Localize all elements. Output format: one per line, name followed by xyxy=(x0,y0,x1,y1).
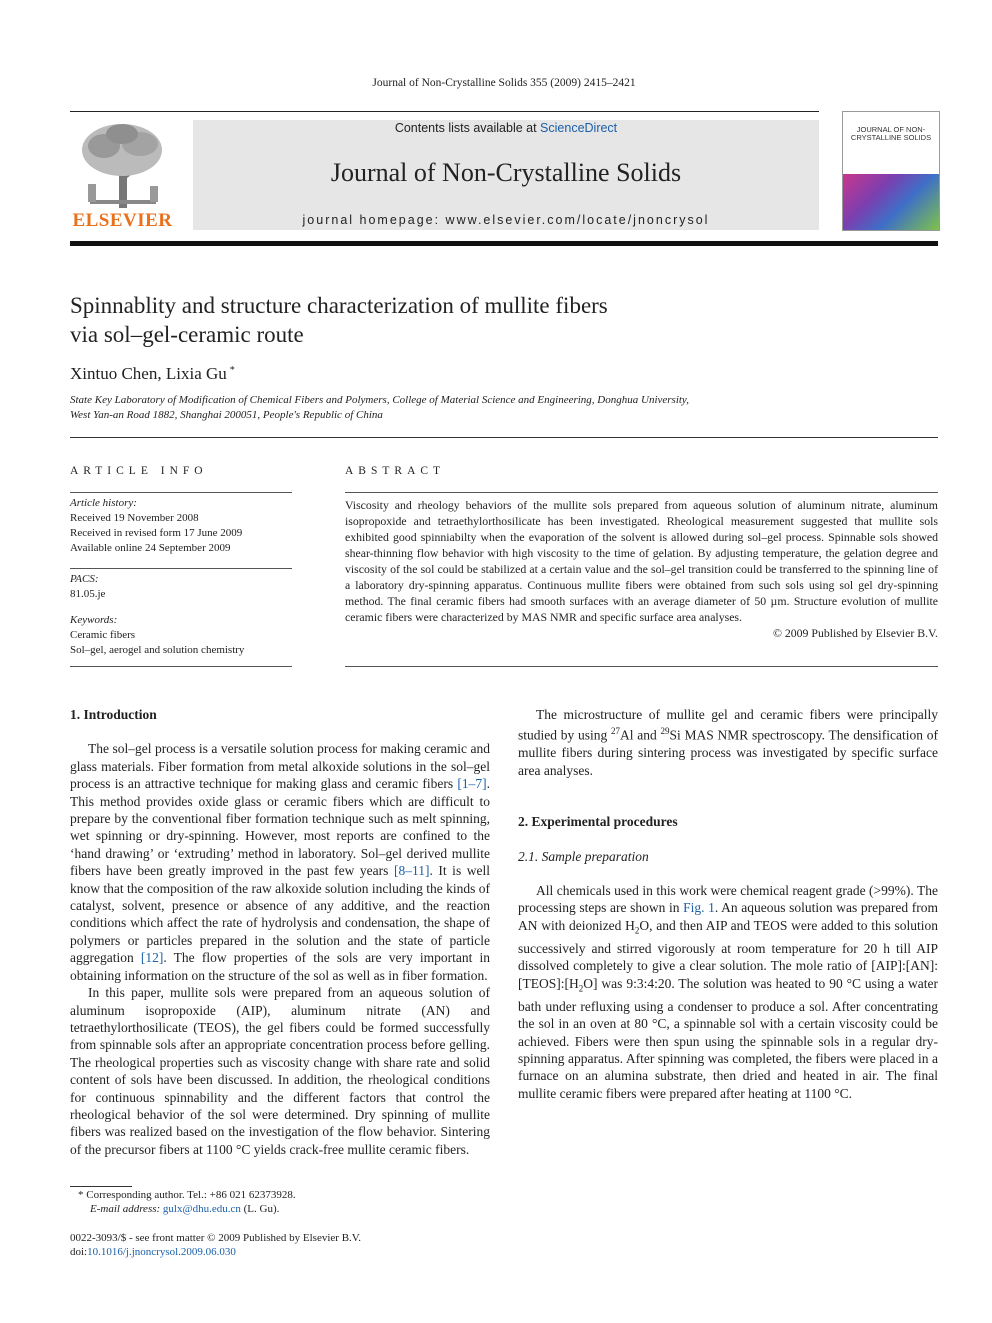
cover-title: JOURNAL OF NON-CRYSTALLINE SOLIDS xyxy=(850,125,932,142)
intro-paragraph-3: The microstructure of mullite gel and ceramic fibers were principally studied by using $^{27}$Al and $^{29}$Si MAS NMR spectroscopy. The densification of mullite fibers during sintering process was investigated by specific surface area analyses. xyxy=(518,707,938,778)
divider xyxy=(345,492,938,493)
header-thick-rule xyxy=(70,241,938,246)
sample-preparation-heading: 2.1. Sample preparation xyxy=(518,848,649,864)
divider xyxy=(345,666,938,667)
contents-line xyxy=(193,121,819,135)
journal-banner xyxy=(193,120,819,230)
doi-link[interactable]: 10.1016/j.jnoncrysol.2009.06.030 xyxy=(87,1246,236,1258)
journal-title: Journal of Non-Crystalline Solids xyxy=(330,158,682,187)
pacs-label: PACS: xyxy=(70,573,99,585)
affiliation-line-1: State Key Laboratory of Modification of Chemical Fibers and Polymers, College of Material Science and Engineering, Donghua University, xyxy=(70,394,689,406)
history-label: Article history: xyxy=(70,497,137,509)
introduction-heading: 1. Introduction xyxy=(70,707,157,722)
corresponding-author: Corresponding author. Tel.: +86 021 62373928. xyxy=(86,1189,296,1201)
authors xyxy=(70,364,235,384)
tree-icon xyxy=(70,120,175,212)
abstract-heading: ABSTRACT xyxy=(345,465,446,477)
divider xyxy=(70,437,938,438)
title-line-2: via sol–gel-ceramic route xyxy=(70,322,304,347)
keyword: Ceramic fibers xyxy=(70,629,136,641)
email-label: E-mail address: xyxy=(90,1203,161,1215)
journal-citation: Journal of Non-Crystalline Solids 355 (2009) 2415–2421 xyxy=(372,77,636,89)
affiliation xyxy=(70,393,830,423)
journal-cover xyxy=(842,111,940,231)
elsevier-wordmark: ELSEVIER xyxy=(72,210,173,231)
author-names: Xintuo Chen, Lixia Gu xyxy=(70,364,227,383)
contents-prefix: Contents lists available at xyxy=(394,121,541,135)
header-divider xyxy=(70,111,819,112)
experimental-paragraph-1: All chemicals used in this work were chemical reagent grade (>99%). The processing steps are shown in Fig. 1. An aqueous solution was prepared from AN with deionized $H_2O$, and then AIP and TEOS were added to this solution successively and stirred vigorously at room temperature for 20 h till AIP dissolved completely to give a clear solution. The mole ratio of $[AIP]:[AN]:[TEOS]:[H_2O]$ was 9:3:4:20. The solution was heated to 90 °C using a water bath under refluxing using a condenser to produce a sol. After concentrating the sol in an oven at 80 °C, a spinnable sol with a certain viscosity could be achieved. Fibers were then spun using the spinnable sols in a regular dry-spinning apparatus. After spinning was completed, the fibers were placed in a furnace on an alumina substrate, then dried and heated in air. The final mullite ceramic fibers were prepared after heating at 1100 °C. xyxy=(518,882,938,1101)
elsevier-logo xyxy=(70,120,175,232)
article-info-heading: ARTICLE INFO xyxy=(70,465,208,477)
right-column xyxy=(518,706,938,1102)
pacs xyxy=(70,572,292,602)
received-date: Received 19 November 2008 xyxy=(70,512,199,524)
experimental-heading: 2. Experimental procedures xyxy=(518,814,678,830)
affiliation-line-2: West Yan-an Road 1882, Shanghai 200051, People's Republic of China xyxy=(70,409,383,421)
reference-link[interactable]: [1–7] xyxy=(457,776,487,792)
keywords xyxy=(70,613,292,658)
pacs-value: 81.05.je xyxy=(70,588,106,600)
email-link[interactable]: gulx@dhu.edu.cn xyxy=(162,1203,241,1215)
article-history xyxy=(70,496,292,556)
divider xyxy=(70,568,292,569)
article-title xyxy=(70,291,830,349)
revised-date: Received in revised form 17 June 2009 xyxy=(70,527,243,539)
intro-paragraph-1: The sol–gel process is a versatile solution process for making ceramic and glass materials. Fiber formation from metal alkoxide solutions in the sol–gel process is an attractive technique for making glass and ceramic fibers [1–7]. This method provides oxide glass or ceramic fibers which are difficult to prepare by the conventional fiber formation technique such as melt spinning, wet spinning or dry-spinning. However, most reports are confined to the ‘hand drawing’ or ‘extruding’ method in laboratory. Sol–gel derived mullite fibers have been greatly improved in the past few years [8–11]. It is well know that the composition of the raw alkoxide solution including the kinds of catalyst, solvent, presence or absence of any additive, and the reaction conditions which affect the rate of hydrolysis and condensation, the shape of polymers or particles prepared in the solution and the state of particle aggregation [12]. The flow properties of the sols are very important in obtaining information on the structure of the sol as well as in fiber formation. xyxy=(70,741,490,983)
title-line-1: Spinnablity and structure characterization of mullite fibers xyxy=(70,293,608,318)
reference-link[interactable]: [8–11] xyxy=(393,863,430,879)
footnote-rule xyxy=(70,1186,132,1187)
abstract-body xyxy=(345,497,938,641)
footnote: * Corresponding author. Tel.: +86 021 62373928. E-mail address: gulx@dhu.edu.cn (L. Gu). xyxy=(78,1189,296,1215)
abstract-text: Viscosity and rheology behaviors of the mullite sols prepared from aqueous solution of aluminum nitrate, aluminum isopropoxide and tetraethylorthosilicate has been investigated. Rheological measurement suggested that mullite sols exhibited good spinniabilty when the evaporation of the solvent is allowed during sol–gel process. Spinnable sols showed shear-thinning flow behavior with high viscosity to the time of gelation. By adjusting temperature, the gelation degree and viscosity of the sol could be stabilized at a certain value and the sol–gel transition could be transferred to the spinning line of a laboratory dry-spinning apparatus. Continuous mullite fibers were obtained from such sols using sol gel dry-spinning method. The final ceramic fibers had smooth surfaces with an average diameter of 50 µm. Structure evolution of mullite ceramic fibers were characterized by MAS NMR and specific surface area analyses. xyxy=(345,498,938,624)
divider xyxy=(70,666,292,667)
corresponding-mark[interactable]: * xyxy=(229,365,235,376)
sciencedirect-link[interactable]: ScienceDirect xyxy=(540,121,618,135)
keyword: Sol–gel, aerogel and solution chemistry xyxy=(70,644,245,656)
left-column xyxy=(70,706,490,1158)
abstract-copyright: © 2009 Published by Elsevier B.V. xyxy=(772,626,938,640)
publication-info: 0022-3093/$ - see front matter © 2009 Published by Elsevier B.V. doi:10.1016/j.jnoncrysol.2009.06.030 xyxy=(70,1231,570,1259)
journal-homepage[interactable]: journal homepage: www.elsevier.com/locate/jnoncrysol xyxy=(302,213,710,227)
intro-paragraph-2: In this paper, mullite sols were prepared from an aqueous solution of aluminum isopropoxide (AIP), aluminum nitrate (AN) and tetraethylorthosilicate (TEOS), the gel fibers could be formed successfully from spinnable sols after an appropriate concentration process before gelling. The rheological properties such as viscosity change with share rate and solid content of sols have been discussed. In addition, the rheological conditions for continuous spinnability and the different factors that control the rheological behavior of the sol were determined. Dry spinning of mullite fibers was realized based on the investigation of the flow behavior. Sintering of the precursor fibers at 1100 °C yields crack-free mullite ceramic fibers. xyxy=(70,985,490,1157)
figure-link[interactable]: Fig. 1 xyxy=(683,900,715,916)
divider xyxy=(70,492,292,493)
footnote-mark: * xyxy=(78,1189,84,1201)
reference-link[interactable]: [12] xyxy=(140,950,164,966)
keywords-label: Keywords: xyxy=(70,614,118,626)
issn-line: 0022-3093/$ - see front matter © 2009 Published by Elsevier B.V. xyxy=(70,1232,362,1244)
cover-image xyxy=(843,174,939,230)
online-date: Available online 24 September 2009 xyxy=(70,542,231,554)
